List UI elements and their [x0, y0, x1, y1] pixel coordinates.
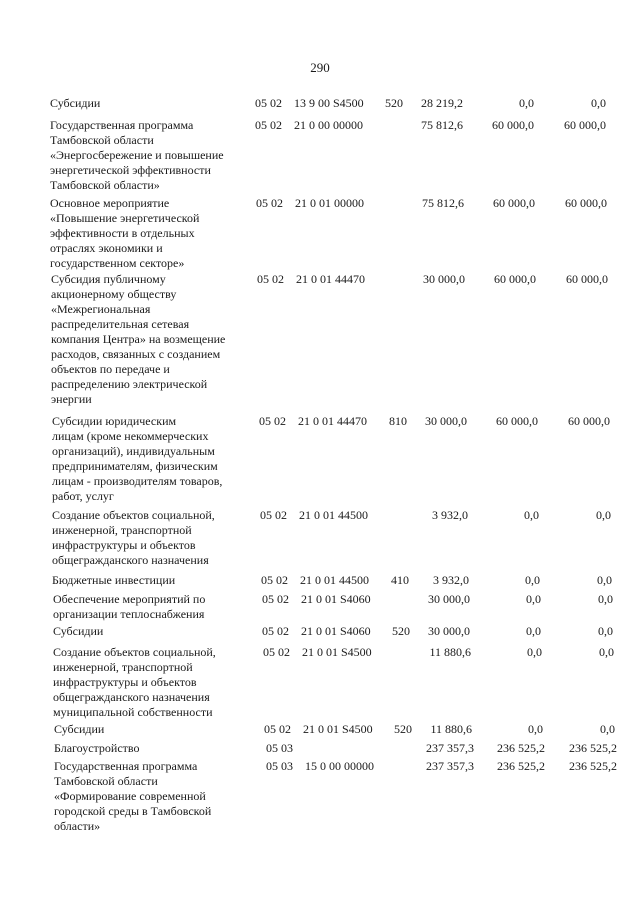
amount-2023: 60 000,0	[566, 272, 608, 286]
description-line: Субсидии юридическим	[52, 414, 177, 428]
amount-2022: 0,0	[528, 722, 543, 736]
description-line: отраслях экономики и	[50, 241, 163, 255]
section-code: 05 02	[264, 722, 291, 736]
description-line: Бюджетные инвестиции	[52, 573, 176, 587]
description-line: Субсидии	[50, 96, 101, 110]
amount-2023: 0,0	[598, 624, 613, 638]
section-code: 05 02	[261, 573, 288, 587]
description-line: Субсидия публичному	[51, 272, 166, 286]
row-description	[51, 272, 251, 407]
row-description	[53, 624, 253, 639]
description-line: «Межрегиональная	[51, 302, 151, 316]
description-line: муниципальной собственности	[53, 705, 213, 719]
amount-2022: 60 000,0	[494, 272, 536, 286]
description-line: государственном секторе»	[50, 256, 185, 270]
amount-2023: 236 525,2	[569, 741, 617, 755]
row-description	[50, 118, 250, 193]
amount-2021: 28 219,2	[421, 96, 463, 110]
page-number: 290	[310, 60, 330, 75]
description-line: Создание объектов социальной,	[53, 645, 216, 659]
description-line: «Энергосбережение и повышение	[50, 148, 224, 162]
row-description	[52, 414, 252, 504]
description-line: области»	[54, 819, 101, 833]
expense-type-code: 520	[385, 96, 403, 110]
amount-2021: 30 000,0	[428, 592, 470, 606]
amount-2022: 60 000,0	[493, 196, 535, 210]
description-line: инженерной, транспортной	[52, 523, 192, 537]
amount-2021: 75 812,6	[422, 196, 464, 210]
description-line: инфраструктуры и объектов	[52, 538, 196, 552]
description-line: распределительная сетевая	[51, 317, 190, 331]
row-description	[50, 196, 250, 271]
description-line: акционерному обществу	[51, 287, 177, 301]
amount-2022: 0,0	[519, 96, 534, 110]
amount-2023: 60 000,0	[564, 118, 606, 132]
amount-2021: 3 932,0	[432, 508, 468, 522]
amount-2023: 0,0	[597, 573, 612, 587]
description-line: энергии	[51, 392, 92, 406]
description-line: инфраструктуры и объектов	[53, 675, 197, 689]
row-description	[54, 741, 254, 756]
row-description	[50, 96, 250, 111]
description-line: организаций), индивидуальным	[52, 444, 215, 458]
expense-type-code: 520	[394, 722, 412, 736]
amount-2023: 236 525,2	[569, 759, 617, 773]
description-line: предпринимателям, физическим	[52, 459, 218, 473]
description-line: объектов по передаче и	[51, 362, 170, 376]
section-code: 05 02	[255, 96, 282, 110]
description-line: общегражданского назначения	[52, 553, 209, 567]
row-description	[54, 722, 254, 737]
description-line: Государственная программа	[54, 759, 198, 773]
description-line: инженерной, транспортной	[53, 660, 193, 674]
target-article-code: 13 9 00 S4500	[294, 96, 364, 110]
description-line: Благоустройство	[54, 741, 140, 755]
amount-2023: 0,0	[598, 592, 613, 606]
row-description	[53, 592, 253, 622]
amount-2023: 0,0	[599, 645, 614, 659]
amount-2021: 11 880,6	[429, 645, 471, 659]
description-line: Основное мероприятие	[50, 196, 170, 210]
description-line: лицам - производителям товаров,	[52, 474, 223, 488]
description-line: Тамбовской области	[54, 774, 158, 788]
amount-2022: 0,0	[527, 645, 542, 659]
expense-type-code: 520	[392, 624, 410, 638]
section-code: 05 03	[266, 759, 293, 773]
target-article-code: 21 0 01 S4500	[302, 645, 372, 659]
description-line: компания Центра» на возмещение	[51, 332, 226, 346]
target-article-code: 21 0 01 S4060	[301, 624, 371, 638]
amount-2023: 60 000,0	[565, 196, 607, 210]
section-code: 05 02	[259, 414, 286, 428]
description-line: Обеспечение мероприятий по	[53, 592, 206, 606]
amount-2022: 236 525,2	[497, 759, 545, 773]
description-line: Создание объектов социальной,	[52, 508, 215, 522]
description-line: Субсидии	[53, 624, 104, 638]
amount-2022: 0,0	[524, 508, 539, 522]
target-article-code: 21 0 01 44500	[299, 508, 368, 522]
description-line: Государственная программа	[50, 118, 194, 132]
amount-2021: 237 357,3	[426, 759, 474, 773]
amount-2022: 60 000,0	[492, 118, 534, 132]
description-line: организации теплоснабжения	[53, 607, 205, 621]
amount-2021: 75 812,6	[421, 118, 463, 132]
amount-2021: 237 357,3	[426, 741, 474, 755]
section-code: 05 02	[262, 592, 289, 606]
expense-type-code: 810	[389, 414, 407, 428]
description-line: «Повышение энергетической	[50, 211, 200, 225]
section-code: 05 02	[256, 196, 283, 210]
amount-2021: 11 880,6	[430, 722, 472, 736]
section-code: 05 02	[260, 508, 287, 522]
target-article-code: 21 0 01 00000	[295, 196, 364, 210]
section-code: 05 02	[257, 272, 284, 286]
target-article-code: 21 0 01 S4500	[303, 722, 373, 736]
amount-2023: 0,0	[600, 722, 615, 736]
amount-2022: 60 000,0	[496, 414, 538, 428]
section-code: 05 02	[255, 118, 282, 132]
amount-2023: 60 000,0	[568, 414, 610, 428]
amount-2021: 30 000,0	[428, 624, 470, 638]
section-code: 05 03	[266, 741, 293, 755]
target-article-code: 21 0 00 00000	[294, 118, 363, 132]
amount-2023: 0,0	[596, 508, 611, 522]
row-description	[54, 759, 254, 834]
row-description	[52, 573, 252, 588]
amount-2022: 236 525,2	[497, 741, 545, 755]
description-line: «Формирование современной	[54, 789, 206, 803]
amount-2021: 30 000,0	[425, 414, 467, 428]
amount-2023: 0,0	[591, 96, 606, 110]
section-code: 05 02	[262, 624, 289, 638]
description-line: эффективности в отдельных	[50, 226, 195, 240]
description-line: распределению электрической	[51, 377, 208, 391]
description-line: расходов, связанных с созданием	[51, 347, 221, 361]
description-line: общегражданского назначения	[53, 690, 210, 704]
amount-2021: 3 932,0	[433, 573, 469, 587]
target-article-code: 21 0 01 44500	[300, 573, 369, 587]
description-line: лицам (кроме некоммерческих	[52, 429, 209, 443]
target-article-code: 15 0 00 00000	[305, 759, 374, 773]
target-article-code: 21 0 01 S4060	[301, 592, 371, 606]
amount-2022: 0,0	[526, 592, 541, 606]
description-line: Тамбовской области	[50, 133, 154, 147]
target-article-code: 21 0 01 44470	[296, 272, 365, 286]
description-line: Тамбовской области»	[50, 178, 160, 192]
section-code: 05 02	[263, 645, 290, 659]
amount-2021: 30 000,0	[423, 272, 465, 286]
description-line: городской среды в Тамбовской	[54, 804, 212, 818]
target-article-code: 21 0 01 44470	[298, 414, 367, 428]
row-description	[52, 508, 252, 568]
description-line: работ, услуг	[52, 489, 114, 503]
row-description	[53, 645, 253, 720]
description-line: энергетической эффективности	[50, 163, 211, 177]
description-line: Субсидии	[54, 722, 105, 736]
amount-2022: 0,0	[525, 573, 540, 587]
amount-2022: 0,0	[526, 624, 541, 638]
expense-type-code: 410	[391, 573, 409, 587]
